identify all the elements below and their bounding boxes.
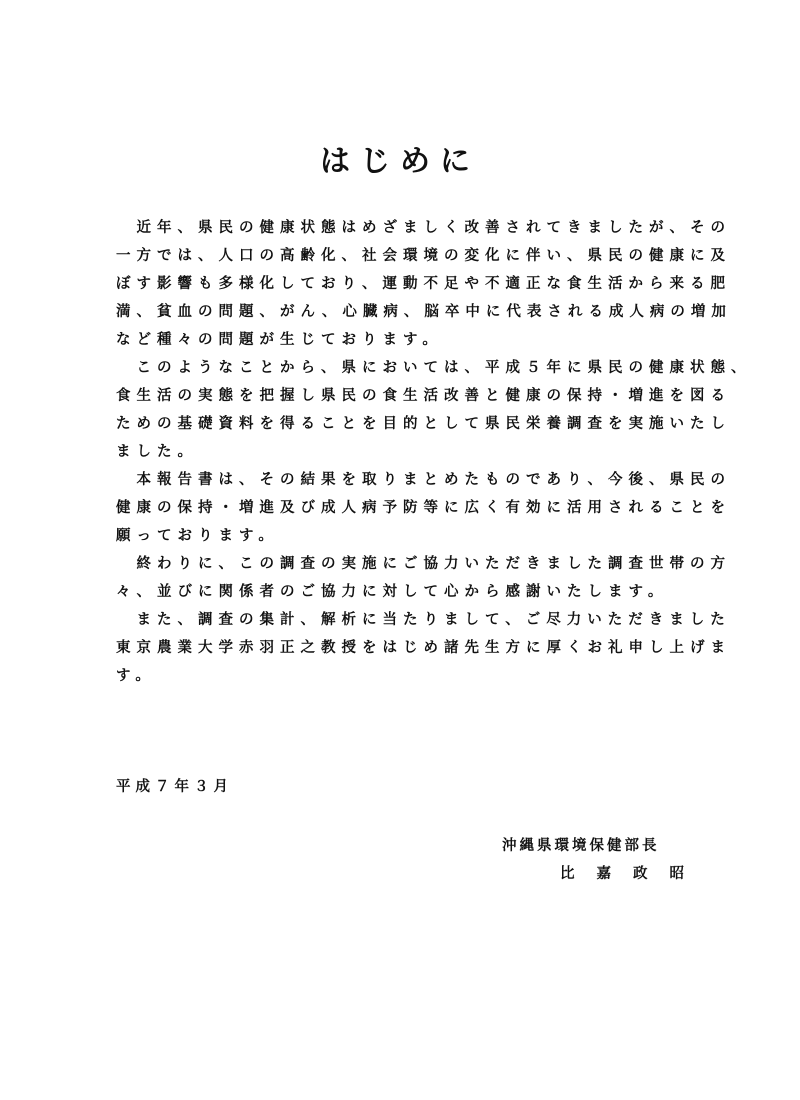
body-line: このようなことから、県においては、平成５年に県民の健康状態、 (116, 360, 752, 376)
body-line: 終わりに、この調査の実施にご協力いただきました調査世帯の方 (116, 556, 731, 572)
signature-name: 比嘉政昭 (560, 866, 706, 882)
document-title: はじめに (320, 144, 480, 179)
body-line: ための基礎資料を得ることを目的として県民栄養調査を実施いたし (116, 416, 731, 432)
body-line: など種々の問題が生じております。 (116, 332, 443, 348)
body-line: す。 (116, 668, 156, 684)
body-line: 健康の保持・増進及び成人病予防等に広く有効に活用されることを (116, 500, 731, 516)
signature-title: 沖縄県環境保健部長 (502, 838, 660, 854)
body-line: 東京農業大学赤羽正之教授をはじめ諸先生方に厚くお礼申し上げま (116, 640, 731, 656)
body-line: 満、貧血の問題、がん、心臓病、脳卒中に代表される成人病の増加 (116, 304, 732, 320)
body-text (116, 214, 752, 690)
body-line: 願っております。 (116, 528, 279, 544)
body-line: ました。 (116, 444, 198, 460)
body-line: 食生活の実態を把握し県民の食生活改善と健康の保持・増進を図る (116, 388, 731, 404)
body-line: 々、並びに関係者のご協力に対して心から感謝いたします。 (116, 584, 669, 600)
body-line: ぼす影響も多様化しており、運動不足や不適正な食生活から来る肥 (116, 276, 731, 292)
body-line: 一方では、人口の高齢化、社会環境の変化に伴い、県民の健康に及 (116, 248, 731, 264)
document-date: 平成７年３月 (116, 779, 233, 795)
body-line: 近年、県民の健康状態はめざましく改善されてきましたが、その (116, 220, 731, 236)
body-line: 本報告書は、その結果を取りまとめたものであり、今後、県民の (116, 472, 731, 488)
body-line: また、調査の集計、解析に当たりまして、ご尽力いただきました (116, 612, 731, 628)
